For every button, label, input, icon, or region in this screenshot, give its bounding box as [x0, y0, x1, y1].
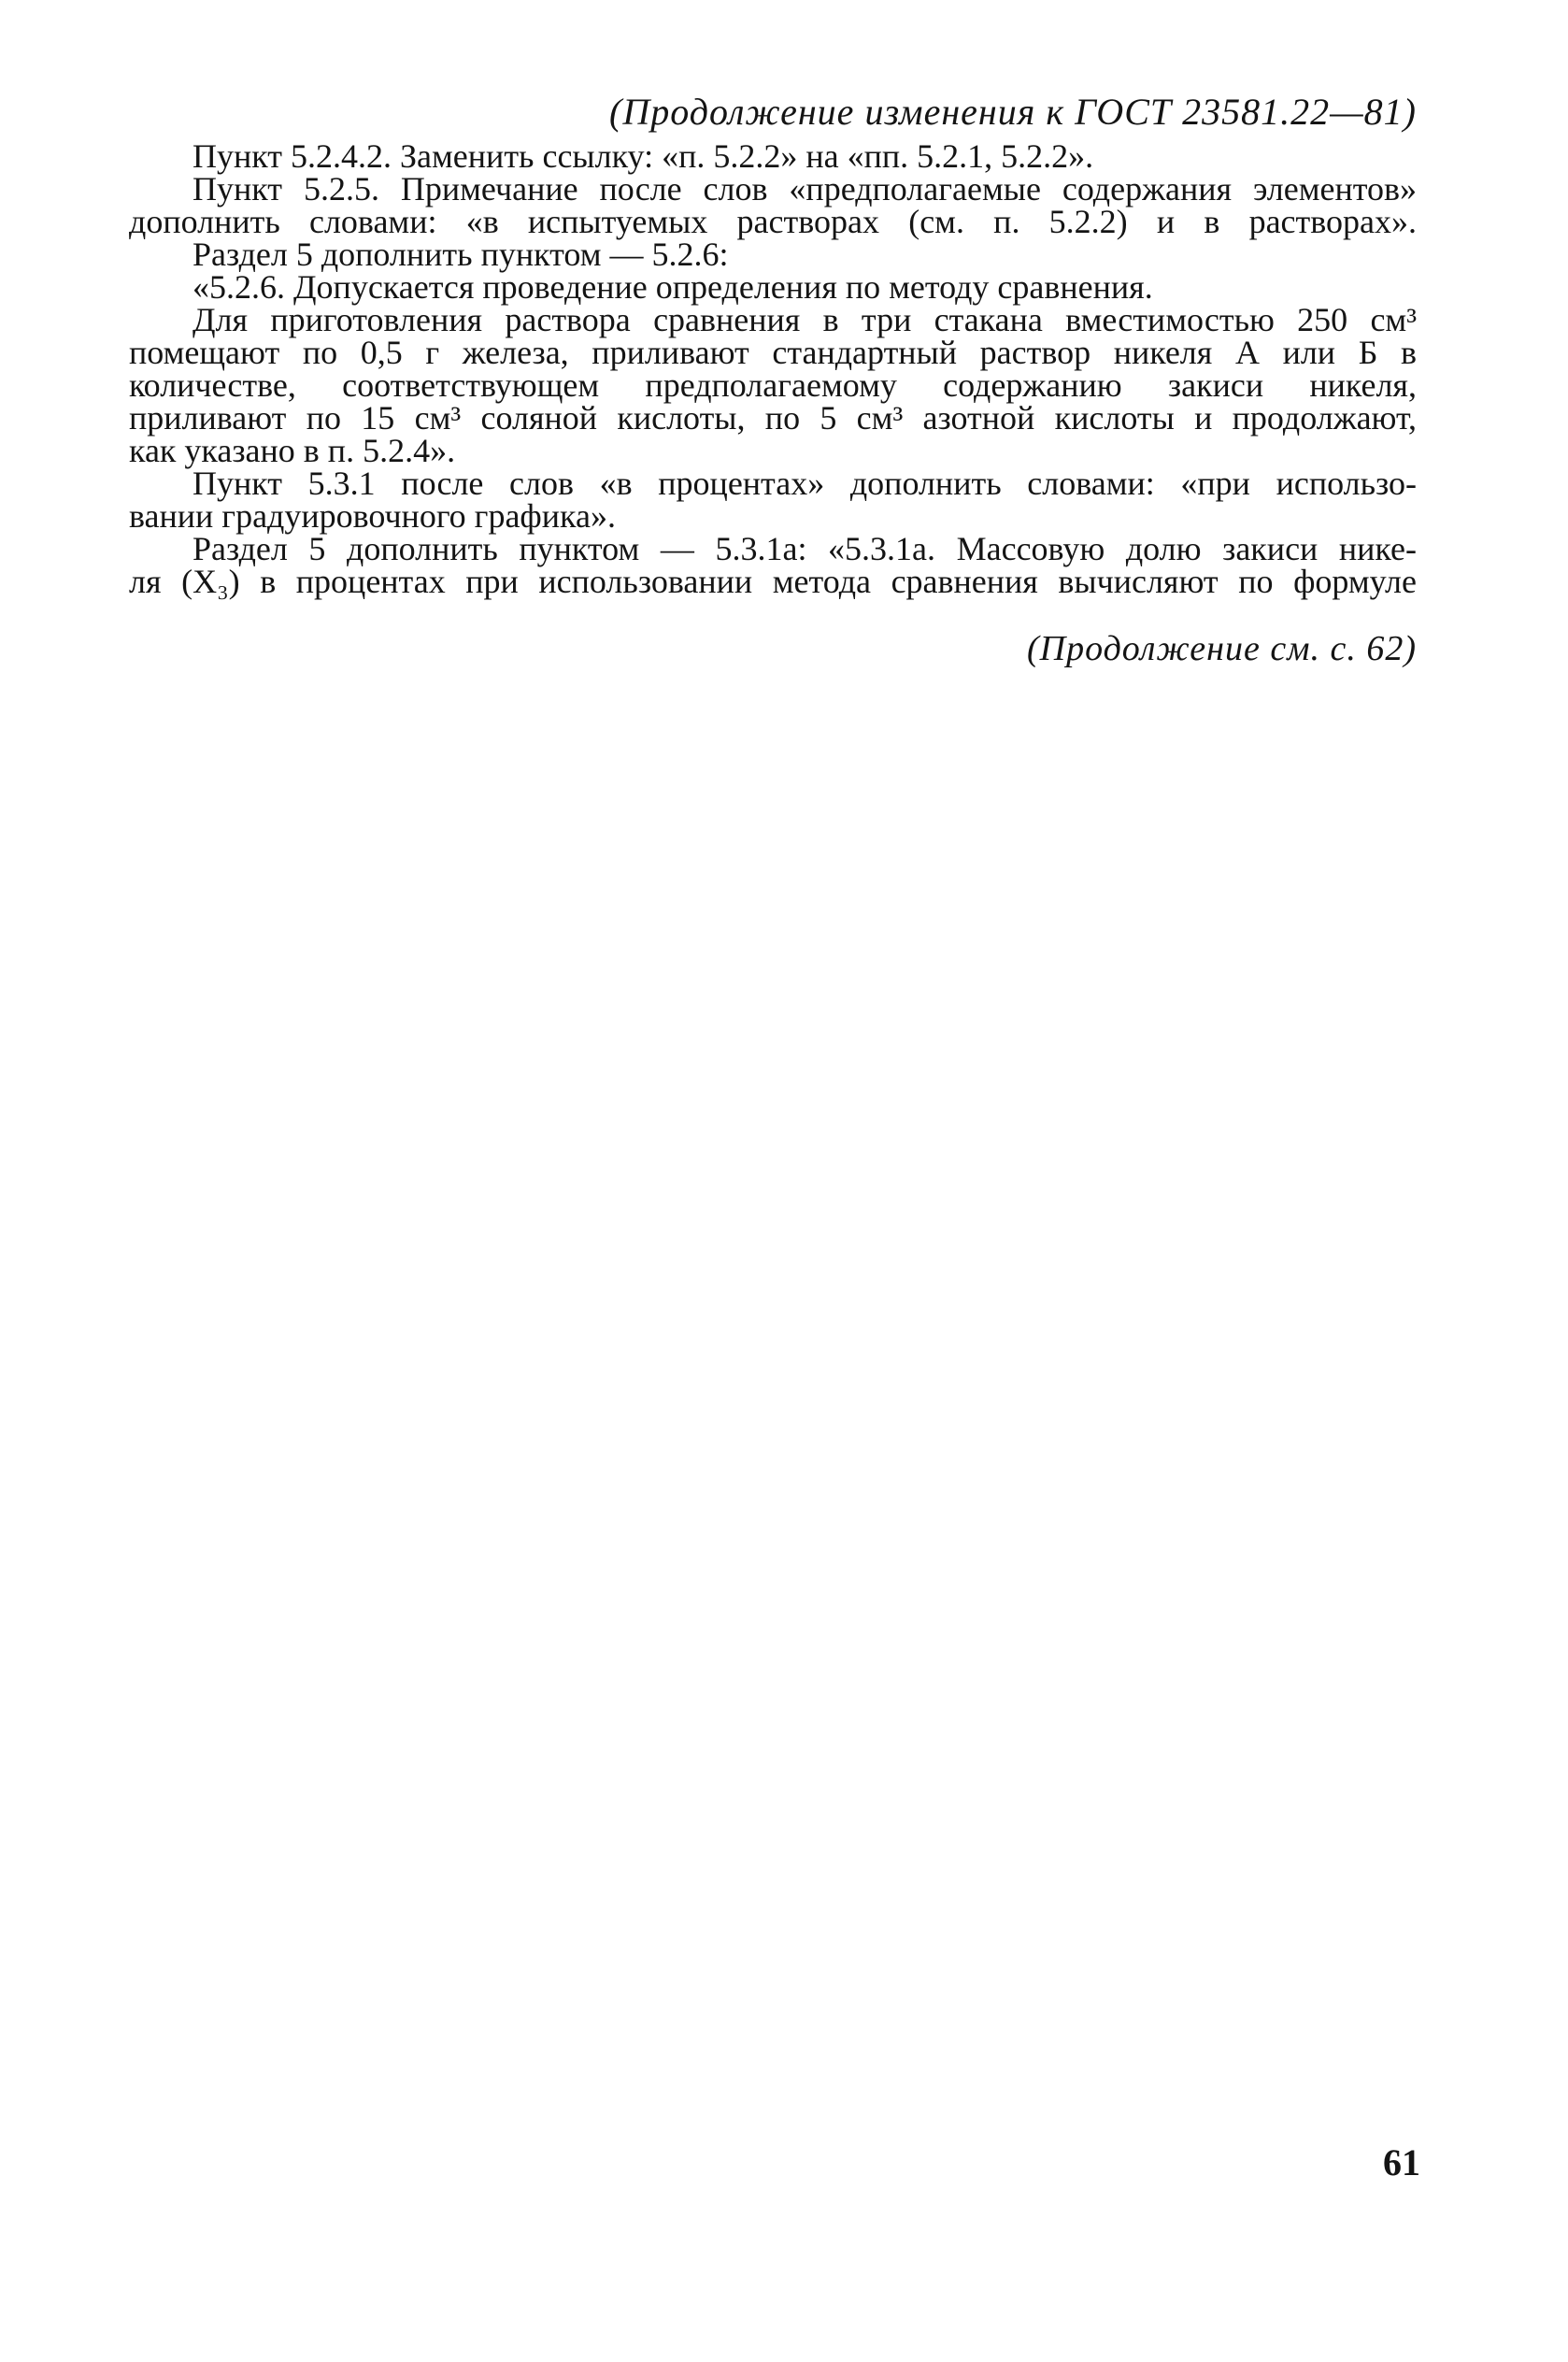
- text-line: Пункт 5.2.5. Примечание после слов «предполагаемые содержания элементов»: [192, 170, 1417, 208]
- text-line: Пункт 5.3.1 после слов «в процентах» дополнить словами: «при использо-: [192, 465, 1417, 502]
- text-line: приливают по 15 см³ соляной кислоты, по 5 см³ азотной кислоты и продолжают,: [129, 399, 1417, 437]
- text-line: ля (X₃) в процентах при использовании метода сравнения вычисляют по формуле: [129, 563, 1417, 600]
- text-line: помещают по 0,5 г железа, приливают стандартный раствор никеля А или Б в: [129, 334, 1417, 371]
- text-line: вании градуировочного графика».: [129, 497, 616, 535]
- text-line: как указано в п. 5.2.4».: [129, 432, 456, 469]
- amendment-text: [129, 137, 1417, 600]
- page-number: 61: [1383, 2141, 1420, 2183]
- text-line: Для приготовления раствора сравнения в три стакана вместимостью 250 см³: [192, 301, 1417, 338]
- text-line: Пункт 5.2.4.2. Заменить ссылку: «п. 5.2.2» на «пп. 5.2.1, 5.2.2».: [192, 137, 1094, 175]
- text-line: дополнить словами: «в испытуемых растворах (см. п. 5.2.2) и в растворах».: [129, 203, 1417, 240]
- continuation-footer: (Продолжение см. с. 62): [1026, 629, 1417, 668]
- continuation-header: (Продолжение изменения к ГОСТ 23581.22—81): [609, 91, 1417, 133]
- text-line: «5.2.6. Допускается проведение определения по методу сравнения.: [192, 268, 1153, 306]
- text-line: Раздел 5 дополнить пунктом — 5.3.1а: «5.3.1а. Массовую долю закиси нике-: [192, 530, 1417, 567]
- text-line: количестве, соответствующем предполагаемому содержанию закиси никеля,: [129, 366, 1417, 404]
- text-line: Раздел 5 дополнить пунктом — 5.2.6:: [192, 236, 729, 273]
